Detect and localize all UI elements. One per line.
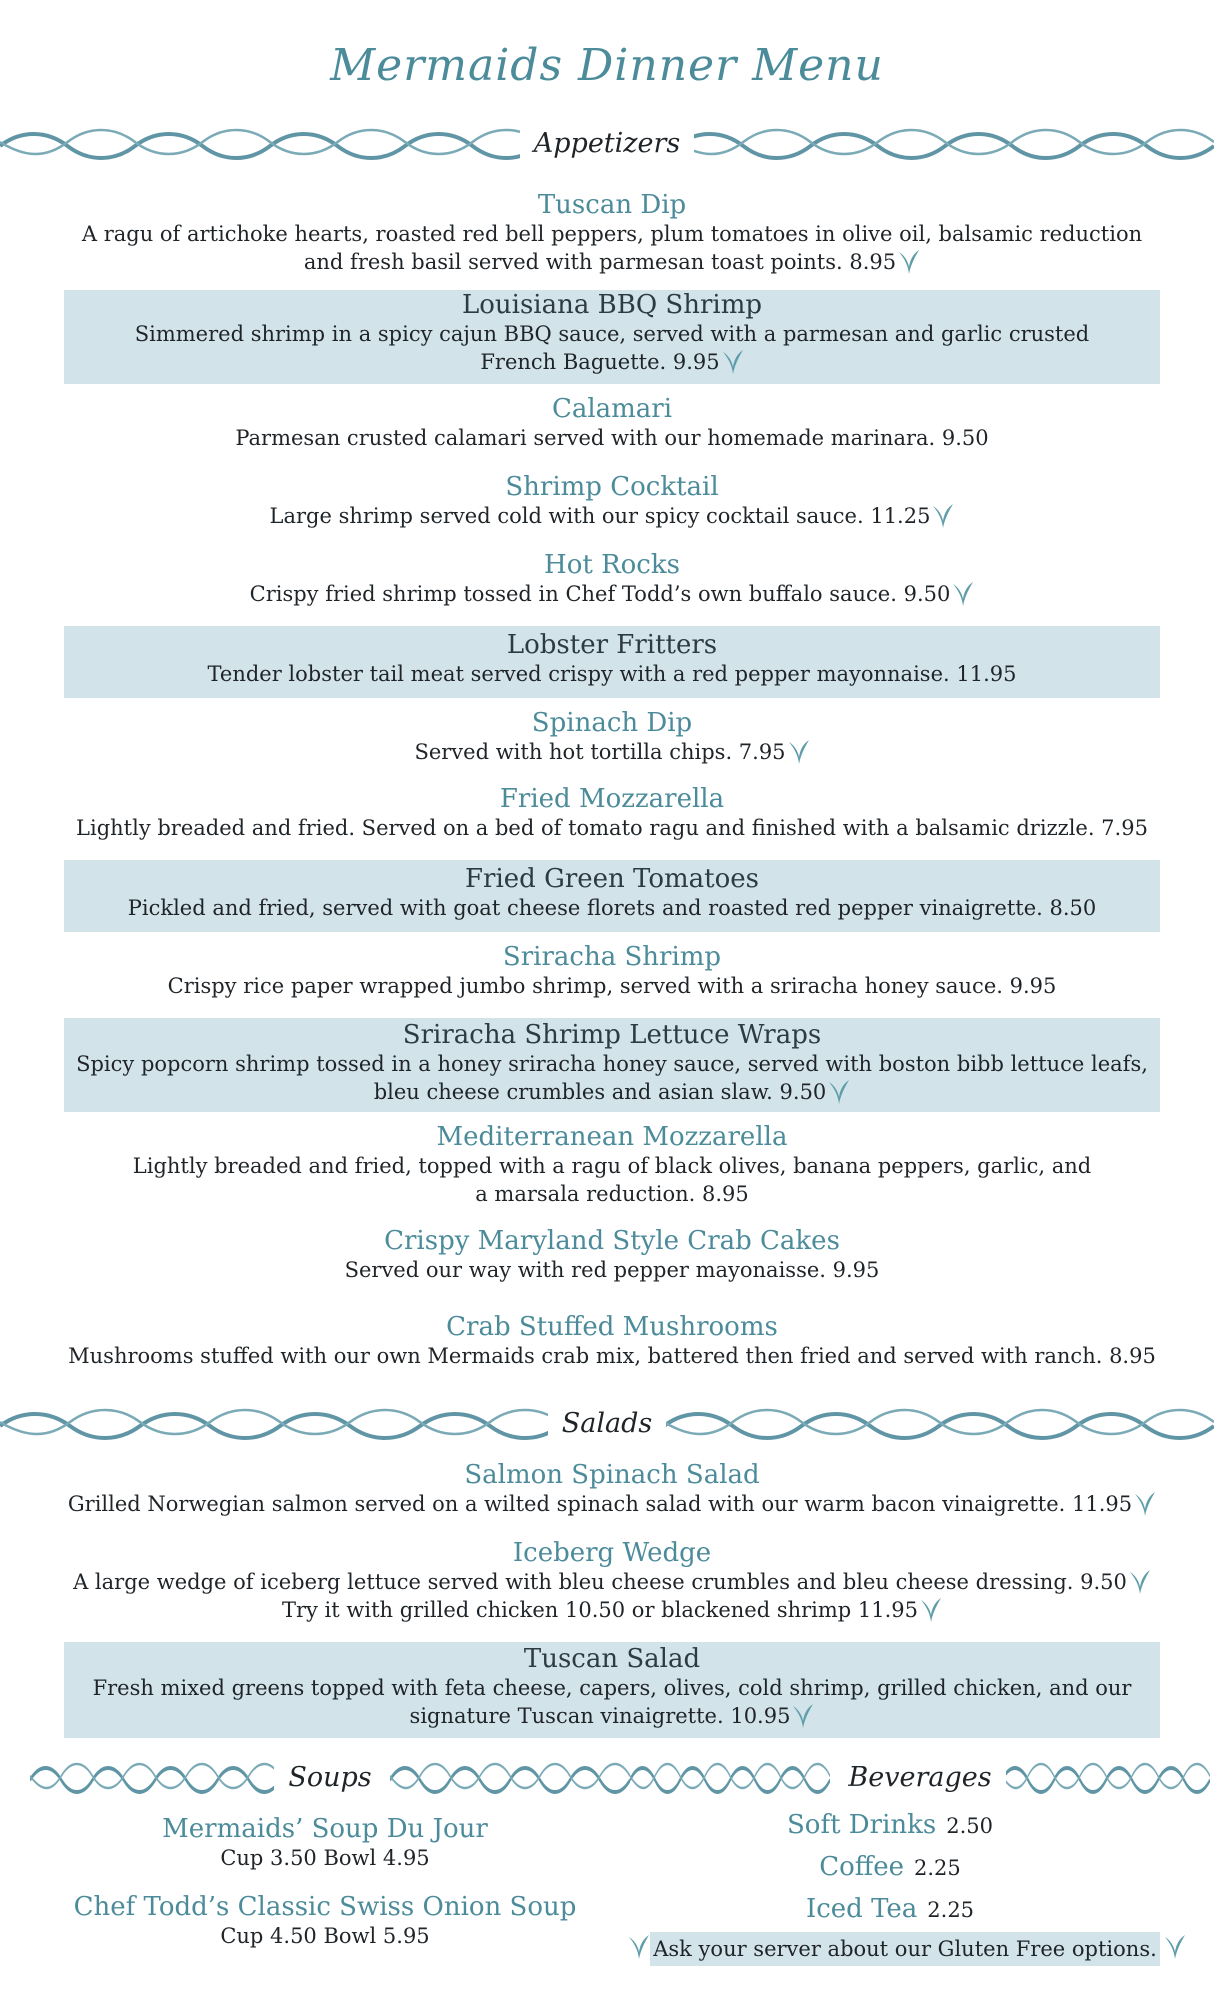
item-desc: Cup 4.50 Bowl 5.95 xyxy=(220,1924,430,1948)
item-desc: A ragu of artichoke hearts, roasted red bell peppers, plum tomatoes in olive oil, balsamic reduction xyxy=(81,222,1143,246)
menu-title: Mermaids Dinner Menu xyxy=(330,40,884,91)
item-desc: Grilled Norwegian salmon served on a wilted spinach salad with our warm bacon vinaigrette. 11.95 xyxy=(67,1492,1133,1516)
item-name: Sriracha Shrimp xyxy=(502,942,722,972)
item-name: Sriracha Shrimp Lettuce Wraps xyxy=(402,1020,822,1050)
appetizer-fried-green-tomatoes xyxy=(64,860,1160,932)
soups-divider xyxy=(30,1756,630,1800)
appetizer-sriracha-shrimp xyxy=(64,942,1160,1000)
item-desc: Crispy fried shrimp tossed in Chef Todd’s own buffalo sauce. 9.50 xyxy=(249,582,951,606)
beverages-divider xyxy=(630,1756,1210,1800)
item-name: Crispy Maryland Style Crab Cakes xyxy=(384,1226,840,1256)
salad-tuscan xyxy=(64,1642,1160,1738)
item-name: Shrimp Cocktail xyxy=(505,472,719,502)
appetizer-tuscan-dip xyxy=(64,190,1160,276)
appetizer-spinach-dip xyxy=(64,708,1160,766)
item-desc: Lightly breaded and fried, topped with a ragu of black olives, banana peppers, garlic, and xyxy=(132,1154,1092,1178)
leaf-icon xyxy=(628,1932,650,1962)
item-desc: Mushrooms stuffed with our own Mermaids crab mix, battered then fried and served with ranch. 8.95 xyxy=(68,1344,1156,1368)
leaf-icon xyxy=(1164,1932,1186,1962)
salad-iceberg-wedge xyxy=(64,1538,1160,1624)
item-desc: Pickled and fried, served with goat cheese florets and roasted red pepper vinaigrette. 8.50 xyxy=(127,896,1097,920)
leaf-icon xyxy=(952,581,974,607)
beverage-price: 2.25 xyxy=(914,1856,961,1880)
item-name: Spinach Dip xyxy=(531,708,693,738)
item-desc: and fresh basil served with parmesan toast points. 8.95 xyxy=(303,250,897,274)
appetizer-shrimp-cocktail xyxy=(64,472,1160,530)
leaf-icon xyxy=(1134,1491,1156,1517)
beverage-coffee xyxy=(640,1852,1140,1882)
item-desc: Spicy popcorn shrimp tossed in a honey sriracha honey sauce, served with boston bibb lettuce leafs, xyxy=(76,1052,1148,1076)
leaf-icon xyxy=(828,1079,850,1105)
beverage-name: Coffee xyxy=(819,1852,905,1882)
salads-heading: Salads xyxy=(548,1408,666,1439)
item-name: Fried Green Tomatoes xyxy=(464,864,760,894)
item-desc: Large shrimp served cold with our spicy cocktail sauce. 11.25 xyxy=(269,504,931,528)
item-desc: Served with hot tortilla chips. 7.95 xyxy=(414,740,786,764)
item-desc: bleu cheese crumbles and asian slaw. 9.50 xyxy=(373,1080,827,1104)
soups-heading: Soups xyxy=(274,1762,385,1793)
item-name: Fried Mozzarella xyxy=(499,784,725,814)
appetizer-louisiana-bbq-shrimp xyxy=(64,290,1160,384)
beverages-heading: Beverages xyxy=(834,1762,1005,1793)
soup-du-jour xyxy=(40,1814,610,1872)
leaf-icon xyxy=(788,739,810,765)
item-name: Mediterranean Mozzarella xyxy=(436,1122,788,1152)
item-desc: Try it with grilled chicken 10.50 or blackened shrimp 11.95 xyxy=(281,1598,919,1622)
appetizer-lobster-fritters xyxy=(64,626,1160,698)
item-name: Iceberg Wedge xyxy=(512,1538,712,1568)
appetizer-calamari xyxy=(64,394,1160,452)
beverage-name: Soft Drinks xyxy=(787,1810,937,1840)
gluten-free-note: Ask your server about our Gluten Free options. xyxy=(650,1932,1160,1966)
leaf-icon xyxy=(1129,1569,1151,1595)
item-desc: French Baguette. 9.95 xyxy=(480,350,720,374)
item-desc: Lightly breaded and fried. Served on a bed of tomato ragu and finished with a balsamic drizzle. 7.95 xyxy=(76,816,1148,840)
appetizer-sriracha-shrimp-lettuce-wraps xyxy=(64,1018,1160,1112)
item-desc: Crispy rice paper wrapped jumbo shrimp, served with a sriracha honey sauce. 9.95 xyxy=(167,974,1057,998)
beverage-price: 2.50 xyxy=(946,1814,993,1838)
item-name: Tuscan Salad xyxy=(523,1644,701,1674)
salad-salmon-spinach xyxy=(64,1460,1160,1518)
leaf-icon xyxy=(722,349,744,375)
beverage-soft-drinks xyxy=(640,1810,1140,1840)
item-desc: signature Tuscan vinaigrette. 10.95 xyxy=(409,1704,791,1728)
appetizer-fried-mozzarella xyxy=(64,784,1160,842)
item-name: Hot Rocks xyxy=(544,550,680,580)
beverage-name: Iced Tea xyxy=(805,1894,918,1924)
leaf-icon xyxy=(792,1703,814,1729)
appetizers-heading: Appetizers xyxy=(520,128,695,159)
beverage-iced-tea xyxy=(640,1894,1140,1924)
item-name: Salmon Spinach Salad xyxy=(464,1460,760,1490)
item-desc: Cup 3.50 Bowl 4.95 xyxy=(220,1846,430,1870)
item-desc: a marsala reduction. 8.95 xyxy=(475,1182,749,1206)
appetizer-crab-stuffed-mushrooms xyxy=(64,1312,1160,1370)
item-desc: Tender lobster tail meat served crispy with a red pepper mayonnaise. 11.95 xyxy=(207,662,1017,686)
item-desc: Parmesan crusted calamari served with our homemade marinara. 9.50 xyxy=(235,426,989,450)
appetizer-crab-cakes xyxy=(64,1226,1160,1284)
appetizers-divider xyxy=(0,122,1214,166)
salads-divider xyxy=(0,1402,1214,1446)
item-name: Crab Stuffed Mushrooms xyxy=(446,1312,778,1342)
item-name: Mermaids’ Soup Du Jour xyxy=(162,1814,488,1844)
item-desc: Fresh mixed greens topped with feta cheese, capers, olives, cold shrimp, grilled chicken, and our xyxy=(92,1676,1132,1700)
item-name: Louisiana BBQ Shrimp xyxy=(461,290,763,320)
item-desc: Simmered shrimp in a spicy cajun BBQ sauce, served with a parmesan and garlic crusted xyxy=(134,322,1090,346)
item-name: Tuscan Dip xyxy=(537,190,687,220)
leaf-icon xyxy=(932,503,954,529)
appetizer-hot-rocks xyxy=(64,550,1160,608)
leaf-icon xyxy=(898,249,920,275)
item-desc: A large wedge of iceberg lettuce served with bleu cheese crumbles and bleu cheese dressing. 9.50 xyxy=(73,1570,1127,1594)
item-name: Calamari xyxy=(551,394,673,424)
appetizer-mediterranean-mozzarella xyxy=(64,1122,1160,1208)
item-name: Lobster Fritters xyxy=(506,630,718,660)
item-desc: Served our way with red pepper mayonaisse. 9.95 xyxy=(344,1258,880,1282)
soup-swiss-onion xyxy=(40,1892,610,1950)
item-name: Chef Todd’s Classic Swiss Onion Soup xyxy=(73,1892,577,1922)
beverage-price: 2.25 xyxy=(927,1898,975,1922)
leaf-icon xyxy=(920,1597,942,1623)
